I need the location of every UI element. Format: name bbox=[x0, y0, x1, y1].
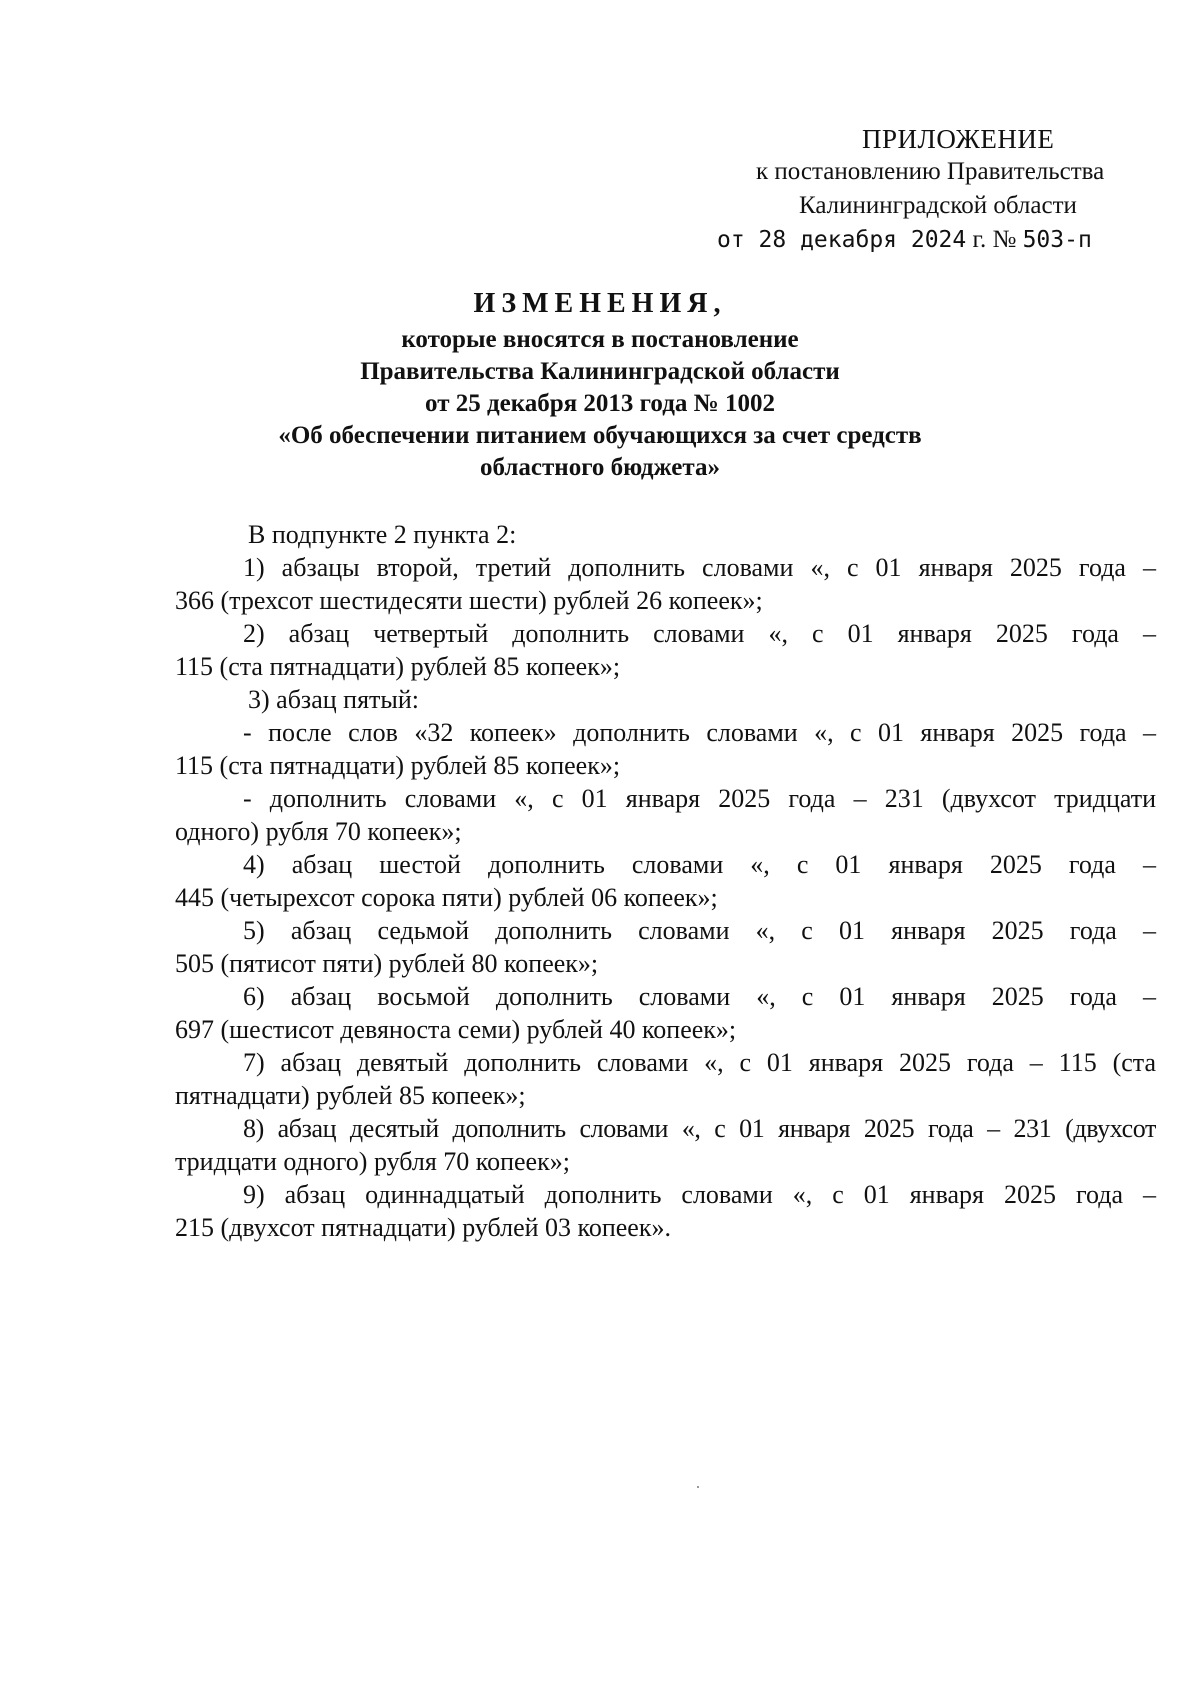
item-9-text: 9) абзац одиннадцатый дополнить словами «, с 01 января 2025 года – bbox=[243, 1180, 1156, 1209]
item-8-first-line bbox=[243, 1114, 1156, 1144]
date-suffix: г. № bbox=[966, 226, 1023, 253]
subtitle-line-5: областного бюджета» bbox=[480, 454, 720, 481]
item-9-continuation: 215 (двухсот пятнадцати) рублей 03 копеек». bbox=[175, 1213, 671, 1242]
appendix-date-line bbox=[717, 226, 1092, 254]
item-6-text: 6) абзац восьмой дополнить словами «, с 01 января 2025 года – bbox=[243, 982, 1156, 1011]
date-value: 28 декабря 2024 bbox=[758, 227, 967, 253]
item-3-dash-2-first-line bbox=[243, 784, 1156, 814]
item-9-first-line bbox=[243, 1180, 1156, 1210]
appendix-title: ПРИЛОЖЕНИЕ bbox=[862, 124, 1055, 154]
scan-speck bbox=[697, 1486, 699, 1488]
item-5-first-line bbox=[243, 916, 1156, 946]
resolution-number: 503-п bbox=[1022, 227, 1092, 253]
item-2-continuation: 115 (ста пятнадцати) рублей 85 копеек»; bbox=[175, 652, 621, 681]
item-1-continuation: 366 (трехсот шестидесяти шести) рублей 26 копеек»; bbox=[175, 586, 763, 615]
item-7-text: 7) абзац девятый дополнить словами «, с 01 января 2025 года – 115 (ста bbox=[243, 1048, 1156, 1077]
item-7-continuation: пятнадцати) рублей 85 копеек»; bbox=[175, 1081, 526, 1110]
subtitle-line-1: которые вносятся в постановление bbox=[401, 326, 799, 353]
date-prefix: от bbox=[717, 227, 759, 253]
item-3-dash-1-text: - после слов «32 копеек» дополнить словами «, с 01 января 2025 года – bbox=[243, 718, 1156, 747]
item-8-text: 8) абзац десятый дополнить словами «, с 01 января 2025 года – 231 (двухсот bbox=[243, 1114, 1156, 1143]
item-4-continuation: 445 (четырехсот сорока пяти) рублей 06 копеек»; bbox=[175, 883, 718, 912]
item-3-line: 3) абзац пятый: bbox=[248, 685, 419, 714]
item-1-first-line bbox=[243, 553, 1156, 583]
item-7-first-line bbox=[243, 1048, 1156, 1078]
item-5-text: 5) абзац седьмой дополнить словами «, с 01 января 2025 года – bbox=[243, 916, 1156, 945]
item-4-first-line bbox=[243, 850, 1156, 880]
item-5-continuation: 505 (пятисот пяти) рублей 80 копеек»; bbox=[175, 949, 599, 978]
item-8-continuation: тридцати одного) рубля 70 копеек»; bbox=[175, 1147, 570, 1176]
item-3-dash-1-first-line bbox=[243, 718, 1156, 748]
item-3-dash-1-continuation: 115 (ста пятнадцати) рублей 85 копеек»; bbox=[175, 751, 621, 780]
item-1-text: 1) абзацы второй, третий дополнить словами «, с 01 января 2025 года – bbox=[243, 553, 1156, 582]
subtitle-line-2: Правительства Калининградской области bbox=[360, 358, 840, 385]
subtitle-line-3: от 25 декабря 2013 года № 1002 bbox=[425, 390, 775, 417]
appendix-resolution-line: к постановлению Правительства bbox=[756, 158, 1105, 185]
item-2-text: 2) абзац четвертый дополнить словами «, с 01 января 2025 года – bbox=[243, 619, 1156, 648]
document-title: ИЗМЕНЕНИЯ, bbox=[473, 288, 727, 319]
item-6-first-line bbox=[243, 982, 1156, 1012]
item-3-dash-2-continuation: одного) рубля 70 копеек»; bbox=[175, 817, 462, 846]
appendix-region-line: Калининградской области bbox=[799, 192, 1077, 219]
item-4-text: 4) абзац шестой дополнить словами «, с 01 января 2025 года – bbox=[243, 850, 1156, 879]
body-intro: В подпункте 2 пункта 2: bbox=[248, 520, 517, 549]
item-6-continuation: 697 (шестисот девяноста семи) рублей 40 копеек»; bbox=[175, 1015, 737, 1044]
subtitle-line-4: «Об обеспечении питанием обучающихся за счет средств bbox=[278, 422, 922, 449]
item-2-first-line bbox=[243, 619, 1156, 649]
item-3-dash-2-text: - дополнить словами «, с 01 января 2025 года – 231 (двухсот тридцати bbox=[243, 784, 1156, 813]
